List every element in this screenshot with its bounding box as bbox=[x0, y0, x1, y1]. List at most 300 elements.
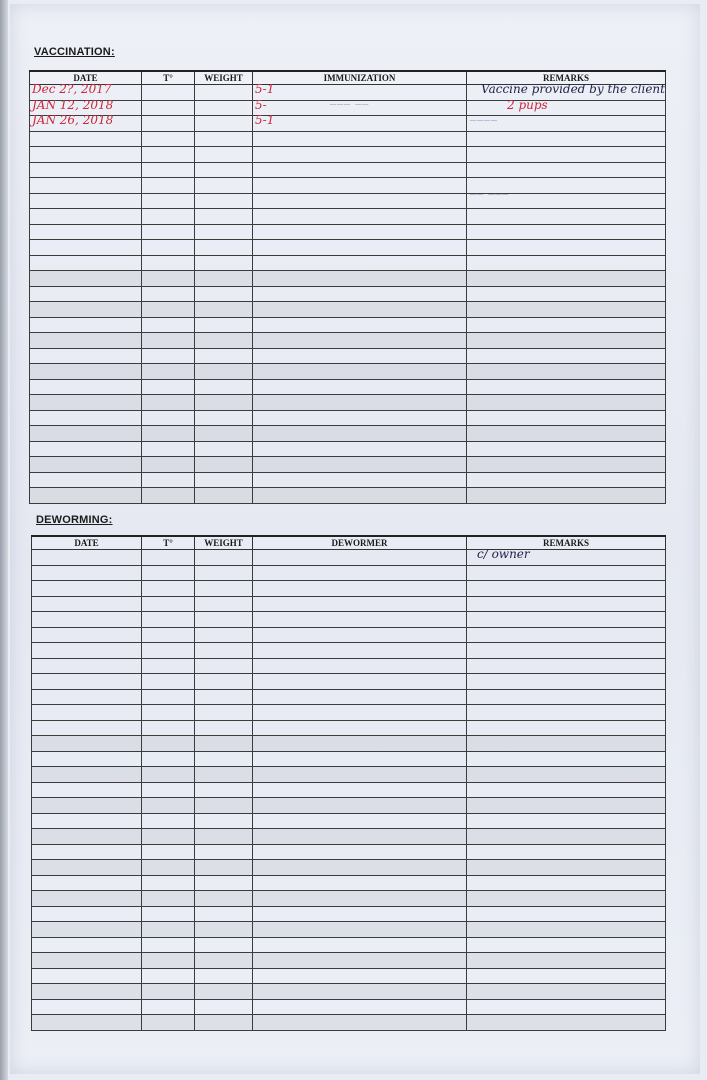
weight-cell bbox=[195, 1015, 253, 1031]
table-row bbox=[32, 1015, 666, 1031]
immunization-cell bbox=[253, 426, 467, 442]
remarks-cell bbox=[467, 999, 666, 1015]
date-cell bbox=[30, 426, 142, 442]
weight-cell bbox=[195, 798, 253, 814]
table-row bbox=[32, 999, 666, 1015]
table-row bbox=[30, 209, 666, 225]
date-cell bbox=[30, 472, 142, 488]
weight-cell bbox=[195, 906, 253, 922]
weight-cell bbox=[195, 813, 253, 829]
remarks-cell bbox=[467, 984, 666, 1000]
date-cell bbox=[30, 302, 142, 318]
weight-cell bbox=[195, 860, 253, 876]
weight-cell bbox=[195, 984, 253, 1000]
table-row bbox=[30, 193, 666, 209]
temperature-cell bbox=[142, 488, 195, 504]
remarks-cell bbox=[467, 906, 666, 922]
weight-cell bbox=[195, 426, 253, 442]
temperature-cell bbox=[142, 813, 195, 829]
remarks-cell bbox=[467, 147, 666, 163]
weight-cell bbox=[195, 612, 253, 628]
immunization-cell bbox=[253, 240, 467, 256]
temperature-cell bbox=[142, 162, 195, 178]
date-cell bbox=[32, 999, 142, 1015]
date-cell bbox=[30, 286, 142, 302]
weight-cell bbox=[195, 162, 253, 178]
weight-cell bbox=[195, 286, 253, 302]
weight-cell bbox=[195, 829, 253, 845]
dewormer-cell bbox=[253, 643, 467, 659]
col-header-dewormer: DEWORMER bbox=[253, 536, 467, 550]
date-cell bbox=[30, 441, 142, 457]
deworming-header-row bbox=[32, 536, 666, 550]
remarks-cell bbox=[467, 224, 666, 240]
temperature-cell bbox=[142, 891, 195, 907]
dewormer-cell bbox=[253, 720, 467, 736]
temperature-cell bbox=[142, 968, 195, 984]
immunization-cell bbox=[253, 113, 467, 132]
date-cell bbox=[32, 953, 142, 969]
temperature-cell bbox=[142, 581, 195, 597]
table-row bbox=[30, 426, 666, 442]
temperature-cell bbox=[142, 395, 195, 411]
dewormer-cell bbox=[253, 581, 467, 597]
remarks-cell bbox=[467, 348, 666, 364]
table-row bbox=[30, 457, 666, 473]
table-row bbox=[32, 612, 666, 628]
immunization-cell bbox=[253, 364, 467, 380]
table-row bbox=[30, 131, 666, 147]
date-cell bbox=[32, 751, 142, 767]
temperature-cell bbox=[142, 782, 195, 798]
temperature-cell bbox=[142, 798, 195, 814]
immunization-cell bbox=[253, 348, 467, 364]
table-row bbox=[30, 224, 666, 240]
remarks-cell bbox=[467, 547, 666, 566]
date-cell bbox=[30, 457, 142, 473]
weight-cell bbox=[195, 255, 253, 271]
immunization-cell bbox=[253, 410, 467, 426]
date-cell bbox=[32, 968, 142, 984]
date-cell bbox=[32, 875, 142, 891]
dewormer-cell bbox=[253, 627, 467, 643]
remarks-cell bbox=[467, 333, 666, 349]
table-row bbox=[30, 317, 666, 333]
table-row bbox=[32, 937, 666, 953]
handwritten-remarks: Vaccine provided by the client bbox=[481, 82, 665, 96]
date-cell bbox=[30, 488, 142, 504]
dewormer-cell bbox=[253, 782, 467, 798]
weight-cell bbox=[195, 953, 253, 969]
temperature-cell bbox=[142, 736, 195, 752]
remarks-cell bbox=[467, 193, 666, 209]
remarks-cell bbox=[467, 255, 666, 271]
immunization-cell bbox=[253, 255, 467, 271]
table-row bbox=[30, 364, 666, 380]
col-header-remarks: REMARKS bbox=[467, 536, 666, 550]
dewormer-cell bbox=[253, 813, 467, 829]
table-row bbox=[30, 333, 666, 349]
remarks-cell bbox=[467, 302, 666, 318]
immunization-cell bbox=[253, 193, 467, 209]
remarks-cell bbox=[467, 767, 666, 783]
dewormer-cell bbox=[253, 860, 467, 876]
temperature-cell bbox=[142, 116, 195, 132]
dewormer-cell bbox=[253, 891, 467, 907]
table-row bbox=[30, 85, 666, 101]
table-row bbox=[32, 689, 666, 705]
col-header-date: DATE bbox=[30, 71, 142, 85]
weight-cell bbox=[195, 891, 253, 907]
dewormer-cell bbox=[253, 751, 467, 767]
table-row bbox=[30, 441, 666, 457]
weight-cell bbox=[195, 844, 253, 860]
date-cell bbox=[32, 674, 142, 690]
temperature-cell bbox=[142, 441, 195, 457]
dewormer-cell bbox=[253, 906, 467, 922]
dewormer-cell bbox=[253, 953, 467, 969]
remarks-cell bbox=[467, 658, 666, 674]
bleed-through-mark: ──── bbox=[470, 116, 499, 127]
table-row bbox=[32, 922, 666, 938]
table-row bbox=[32, 798, 666, 814]
remarks-cell bbox=[467, 751, 666, 767]
table-row bbox=[32, 829, 666, 845]
table-row bbox=[30, 286, 666, 302]
date-cell bbox=[30, 255, 142, 271]
remarks-cell bbox=[467, 782, 666, 798]
table-row bbox=[30, 472, 666, 488]
remarks-cell bbox=[467, 813, 666, 829]
weight-cell bbox=[195, 147, 253, 163]
vaccination-table bbox=[29, 70, 666, 504]
remarks-cell bbox=[467, 472, 666, 488]
weight-cell bbox=[195, 674, 253, 690]
temperature-cell bbox=[142, 379, 195, 395]
dewormer-cell bbox=[253, 736, 467, 752]
temperature-cell bbox=[142, 364, 195, 380]
weight-cell bbox=[195, 875, 253, 891]
weight-cell bbox=[195, 457, 253, 473]
temperature-cell bbox=[142, 643, 195, 659]
dewormer-cell bbox=[253, 767, 467, 783]
remarks-cell bbox=[467, 131, 666, 147]
table-row bbox=[30, 395, 666, 411]
weight-cell bbox=[195, 85, 253, 101]
table-row bbox=[32, 658, 666, 674]
remarks-cell bbox=[467, 736, 666, 752]
weight-cell bbox=[195, 968, 253, 984]
remarks-cell bbox=[467, 581, 666, 597]
temperature-cell bbox=[142, 317, 195, 333]
dewormer-cell bbox=[253, 922, 467, 938]
bleed-through-mark: ─── ── bbox=[330, 100, 370, 111]
remarks-cell bbox=[467, 1015, 666, 1031]
table-row bbox=[32, 736, 666, 752]
date-cell bbox=[32, 736, 142, 752]
table-row bbox=[32, 643, 666, 659]
temperature-cell bbox=[142, 658, 195, 674]
col-header-remarks: REMARKS bbox=[467, 71, 666, 85]
weight-cell bbox=[195, 348, 253, 364]
weight-cell bbox=[195, 333, 253, 349]
immunization-cell bbox=[253, 457, 467, 473]
dewormer-cell bbox=[253, 596, 467, 612]
handwritten-date: Dec 2?, 2017 bbox=[32, 82, 112, 96]
temperature-cell bbox=[142, 271, 195, 287]
remarks-cell bbox=[467, 798, 666, 814]
immunization-cell bbox=[253, 317, 467, 333]
remarks-cell bbox=[467, 674, 666, 690]
date-cell bbox=[32, 937, 142, 953]
dewormer-cell bbox=[253, 798, 467, 814]
weight-cell bbox=[195, 596, 253, 612]
date-cell bbox=[32, 689, 142, 705]
remarks-cell bbox=[467, 596, 666, 612]
temperature-cell bbox=[142, 348, 195, 364]
handwritten-immunization: 5- bbox=[255, 97, 267, 112]
remarks-cell bbox=[467, 643, 666, 659]
deworming-title: DEWORMING: bbox=[36, 514, 113, 526]
weight-cell bbox=[195, 751, 253, 767]
dewormer-cell bbox=[253, 937, 467, 953]
weight-cell bbox=[195, 581, 253, 597]
dewormer-cell bbox=[253, 612, 467, 628]
temperature-cell bbox=[142, 131, 195, 147]
handwritten-date: JAN 26, 2018 bbox=[32, 113, 114, 127]
temperature-cell bbox=[142, 240, 195, 256]
weight-cell bbox=[195, 565, 253, 581]
weight-cell bbox=[195, 379, 253, 395]
date-cell bbox=[30, 178, 142, 194]
date-cell bbox=[30, 131, 142, 147]
temperature-cell bbox=[142, 302, 195, 318]
immunization-cell bbox=[253, 162, 467, 178]
date-cell bbox=[32, 550, 142, 566]
table-row bbox=[32, 674, 666, 690]
remarks-cell bbox=[467, 953, 666, 969]
temperature-cell bbox=[142, 860, 195, 876]
temperature-cell bbox=[142, 147, 195, 163]
remarks-cell bbox=[467, 82, 666, 101]
dewormer-cell bbox=[253, 550, 467, 566]
remarks-cell bbox=[467, 457, 666, 473]
weight-cell bbox=[195, 922, 253, 938]
temperature-cell bbox=[142, 751, 195, 767]
dewormer-cell bbox=[253, 844, 467, 860]
weight-cell bbox=[195, 317, 253, 333]
temperature-cell bbox=[142, 705, 195, 721]
weight-cell bbox=[195, 782, 253, 798]
temperature-cell bbox=[142, 922, 195, 938]
date-cell bbox=[32, 860, 142, 876]
date-cell bbox=[32, 829, 142, 845]
immunization-cell bbox=[253, 286, 467, 302]
remarks-cell bbox=[467, 627, 666, 643]
handwritten-immunization: 5-1 bbox=[255, 113, 275, 127]
table-row bbox=[32, 875, 666, 891]
table-row bbox=[30, 302, 666, 318]
remarks-cell bbox=[467, 705, 666, 721]
col-header-weight: WEIGHT bbox=[195, 536, 253, 550]
weight-cell bbox=[195, 240, 253, 256]
date-cell bbox=[30, 333, 142, 349]
date-cell bbox=[30, 113, 142, 132]
remarks-cell bbox=[467, 271, 666, 287]
weight-cell bbox=[195, 131, 253, 147]
dewormer-cell bbox=[253, 999, 467, 1015]
date-cell bbox=[32, 906, 142, 922]
remarks-cell bbox=[467, 689, 666, 705]
temperature-cell bbox=[142, 689, 195, 705]
temperature-cell bbox=[142, 333, 195, 349]
date-cell bbox=[30, 395, 142, 411]
temperature-cell bbox=[142, 193, 195, 209]
temperature-cell bbox=[142, 286, 195, 302]
table-row bbox=[30, 147, 666, 163]
temperature-cell bbox=[142, 426, 195, 442]
handwritten-remarks: c/ owner bbox=[477, 547, 530, 561]
table-row bbox=[30, 162, 666, 178]
temperature-cell bbox=[142, 472, 195, 488]
immunization-cell bbox=[253, 82, 467, 101]
handwritten-remarks: 2 pups bbox=[507, 97, 548, 112]
dewormer-cell bbox=[253, 705, 467, 721]
table-row bbox=[32, 705, 666, 721]
weight-cell bbox=[195, 937, 253, 953]
weight-cell bbox=[195, 550, 253, 566]
table-row bbox=[32, 906, 666, 922]
remarks-cell bbox=[467, 829, 666, 845]
temperature-cell bbox=[142, 178, 195, 194]
immunization-cell bbox=[253, 271, 467, 287]
weight-cell bbox=[195, 302, 253, 318]
weight-cell bbox=[195, 100, 253, 116]
table-row bbox=[30, 240, 666, 256]
remarks-cell bbox=[467, 922, 666, 938]
temperature-cell bbox=[142, 937, 195, 953]
immunization-cell bbox=[253, 472, 467, 488]
table-row bbox=[32, 782, 666, 798]
temperature-cell bbox=[142, 100, 195, 116]
immunization-cell bbox=[253, 395, 467, 411]
table-row bbox=[32, 751, 666, 767]
remarks-cell bbox=[467, 968, 666, 984]
remarks-cell bbox=[467, 97, 666, 116]
date-cell bbox=[32, 984, 142, 1000]
table-row bbox=[30, 410, 666, 426]
date-cell bbox=[32, 705, 142, 721]
table-row bbox=[30, 116, 666, 132]
table-row bbox=[30, 255, 666, 271]
remarks-cell bbox=[467, 488, 666, 504]
date-cell bbox=[30, 379, 142, 395]
dewormer-cell bbox=[253, 689, 467, 705]
remarks-cell bbox=[467, 178, 666, 194]
date-cell bbox=[32, 813, 142, 829]
temperature-cell bbox=[142, 596, 195, 612]
dewormer-cell bbox=[253, 984, 467, 1000]
temperature-cell bbox=[142, 829, 195, 845]
bleed-through-mark: ── ─── bbox=[470, 190, 510, 201]
weight-cell bbox=[195, 658, 253, 674]
remarks-cell bbox=[467, 937, 666, 953]
weight-cell bbox=[195, 472, 253, 488]
remarks-cell bbox=[467, 720, 666, 736]
remarks-cell bbox=[467, 379, 666, 395]
date-cell bbox=[32, 891, 142, 907]
weight-cell bbox=[195, 643, 253, 659]
table-row bbox=[32, 844, 666, 860]
weight-cell bbox=[195, 193, 253, 209]
date-cell bbox=[30, 193, 142, 209]
date-cell bbox=[32, 643, 142, 659]
date-cell bbox=[30, 209, 142, 225]
table-row bbox=[30, 178, 666, 194]
temperature-cell bbox=[142, 767, 195, 783]
col-header-temperature: T° bbox=[142, 536, 195, 550]
remarks-cell bbox=[467, 162, 666, 178]
remarks-cell bbox=[467, 410, 666, 426]
table-row bbox=[32, 565, 666, 581]
col-header-date: DATE bbox=[32, 536, 142, 550]
temperature-cell bbox=[142, 906, 195, 922]
date-cell bbox=[30, 271, 142, 287]
remarks-cell bbox=[467, 844, 666, 860]
weight-cell bbox=[195, 627, 253, 643]
table-row bbox=[32, 813, 666, 829]
handwritten-date: JAN 12, 2018 bbox=[32, 97, 114, 112]
remarks-cell bbox=[467, 286, 666, 302]
handwritten-immunization: 5-1 bbox=[255, 82, 275, 96]
date-cell bbox=[30, 240, 142, 256]
temperature-cell bbox=[142, 984, 195, 1000]
temperature-cell bbox=[142, 612, 195, 628]
table-row bbox=[30, 100, 666, 116]
temperature-cell bbox=[142, 85, 195, 101]
weight-cell bbox=[195, 395, 253, 411]
remarks-cell bbox=[467, 612, 666, 628]
col-header-weight: WEIGHT bbox=[195, 71, 253, 85]
weight-cell bbox=[195, 441, 253, 457]
table-row bbox=[32, 550, 666, 566]
immunization-cell bbox=[253, 302, 467, 318]
date-cell bbox=[30, 224, 142, 240]
table-row bbox=[32, 860, 666, 876]
remarks-cell bbox=[467, 116, 666, 132]
date-cell bbox=[30, 348, 142, 364]
table-row bbox=[32, 968, 666, 984]
temperature-cell bbox=[142, 953, 195, 969]
immunization-cell bbox=[253, 488, 467, 504]
temperature-cell bbox=[142, 1015, 195, 1031]
date-cell bbox=[32, 767, 142, 783]
table-row bbox=[32, 984, 666, 1000]
table-row bbox=[32, 767, 666, 783]
dewormer-cell bbox=[253, 658, 467, 674]
temperature-cell bbox=[142, 875, 195, 891]
immunization-cell bbox=[253, 131, 467, 147]
immunization-cell bbox=[253, 178, 467, 194]
vaccination-title: VACCINATION: bbox=[34, 46, 115, 58]
weight-cell bbox=[195, 410, 253, 426]
temperature-cell bbox=[142, 410, 195, 426]
date-cell bbox=[32, 922, 142, 938]
remarks-cell bbox=[467, 240, 666, 256]
date-cell bbox=[30, 147, 142, 163]
weight-cell bbox=[195, 736, 253, 752]
deworming-table bbox=[31, 535, 666, 1031]
